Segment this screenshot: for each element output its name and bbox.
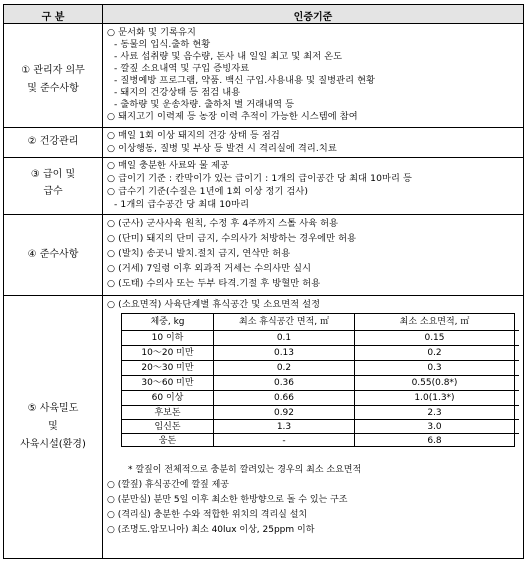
table-cell: 6.8 (427, 436, 442, 446)
label-line: ① 관리자 의무 (21, 65, 85, 76)
criteria-line: ○ (조명도.암모니아) 최소 40lux 이상, 25ppm 이하 (107, 525, 315, 535)
label-line: 및 (48, 421, 58, 432)
label-line: 사육시설(환경) (20, 439, 86, 450)
table-cell: 30～60 미만 (141, 378, 194, 388)
criteria-line: ○ (격리실) 충분한 수와 적합한 위치의 격리실 설치 (107, 510, 308, 520)
table-cell: 0.15 (424, 333, 445, 343)
inner-row-divider (122, 330, 519, 331)
section-label-density-facilities (4, 402, 102, 452)
criteria-line: - 1개의 급수공간 당 최대 10마리 (114, 199, 250, 210)
table-cell: 0.36 (273, 378, 295, 388)
row-divider (4, 214, 523, 215)
table-cell: 0.92 (273, 408, 295, 418)
criteria-line: - 깔짚 소요내역 및 구입 증빙자료 (114, 63, 250, 74)
header-criteria: 인증기준 (293, 12, 333, 23)
table-cell: 3.0 (427, 422, 442, 432)
table-cell: 0.66 (273, 393, 295, 403)
inner-row-divider (122, 419, 519, 420)
table-cell: 1.0(1.3*) (414, 393, 455, 403)
table-cell: 0.55(0.8*) (411, 378, 458, 388)
criteria-line: ○ 돼지고기 이력제 등 농장 이력 추적이 가능한 시스템에 참여 (107, 111, 358, 122)
table-cell: 후보돈 (154, 408, 181, 418)
criteria-line: ○ (도태) 수의사 또는 두부 타격.기절 후 방혈만 허용 (107, 278, 321, 289)
section-label-feeding (4, 168, 102, 199)
area-footnote: * 깔짚이 전체적으로 충분히 깔려있는 경우의 최소 소요면적 (128, 465, 362, 475)
table-cell: - (282, 436, 286, 446)
inner-header-rest-area: 최소 휴식공간 면적, ㎡ (239, 317, 329, 327)
criteria-line: - 질병예방 프로그램, 약품. 백신 구입.사용내용 및 질병관리 현황 (114, 75, 376, 86)
table-cell: 10～20 미만 (141, 348, 194, 358)
table-cell: 0.13 (273, 348, 295, 358)
criteria-line: - 동물의 입식.출하 현황 (114, 39, 211, 50)
table-cell: 60 이상 (151, 393, 184, 403)
row-divider (4, 157, 523, 158)
column-divider (102, 5, 103, 558)
inner-row-divider (122, 405, 519, 406)
label-line: 및 준수사항 (27, 83, 79, 94)
criteria-line: ○ 문서화 및 기록유지 (107, 27, 196, 38)
table-cell: 2.3 (427, 408, 442, 418)
inner-row-divider (122, 390, 519, 391)
criteria-line: ○ (단미) 돼지의 단미 금지, 수의사가 처방하는 경우에만 허용 (107, 233, 357, 244)
criteria-line: ○ 매일 충분한 사료와 물 제공 (107, 160, 229, 171)
criteria-line: - 돼지의 건강상태 등 점검 내용 (114, 87, 241, 98)
header-category: 구 분 (41, 12, 65, 23)
inner-row-divider (122, 375, 519, 376)
criteria-line: ○ 매일 1회 이상 돼지의 건강 상태 등 점검 (107, 130, 280, 141)
criteria-line: ○ (거세) 7일령 이후 외과적 거세는 수의사만 실시 (107, 263, 312, 274)
label-line: ⑤ 사육밀도 (27, 403, 79, 414)
table-cell: 임신돈 (154, 422, 181, 432)
criteria-line: - 출하량 및 운송차량. 출하처 별 거래내역 등 (114, 99, 295, 110)
inner-row-divider (122, 433, 519, 434)
table-header (4, 5, 523, 24)
inner-header-required-area: 최소 소요면적, ㎡ (399, 317, 470, 327)
table-cell: 0.1 (276, 333, 292, 343)
label-line: ② 건강관리 (27, 136, 79, 147)
label-line: ③ 급이 및 (30, 169, 76, 180)
table-cell: 0.2 (276, 363, 292, 373)
criteria-line: ○ (소요면적) 사육단계별 휴식공간 및 소요면적 설정 (107, 299, 321, 310)
criteria-line: ○ (발치) 송곳니 발치.절치 금지, 연삭만 허용 (107, 248, 291, 259)
criteria-line: - 사료 섭취량 및 음수량, 돈사 내 일일 최고 및 최저 온도 (114, 51, 343, 62)
area-requirement-table (121, 313, 515, 447)
table-cell: 1.3 (276, 422, 292, 432)
inner-row-divider (122, 345, 519, 346)
section-label-compliance (4, 248, 102, 262)
table-cell: 20～30 미만 (141, 363, 194, 373)
row-divider (4, 127, 523, 128)
table-cell: 웅돈 (158, 436, 177, 446)
section-label-manager-duties (4, 64, 102, 96)
section-label-health (4, 135, 102, 149)
label-line: ④ 준수사항 (27, 249, 79, 260)
criteria-line: ○ 급이기 기준 : 칸막이가 있는 급이기 : 1개의 급이공간 당 최대 10마리 등 (107, 173, 412, 184)
table-cell: 0.3 (427, 363, 442, 373)
label-line: 급수 (43, 186, 63, 197)
criteria-line: ○ (군사) 군사사육 원칙, 수정 후 4주까지 스톨 사육 허용 (107, 218, 339, 229)
row-divider (4, 295, 523, 296)
criteria-line: ○ 급수기 기준(수질은 1년에 1회 이상 정기 검사) (107, 186, 309, 197)
table-cell: 10 이하 (151, 333, 184, 343)
table-cell: 0.2 (427, 348, 442, 358)
criteria-line: ○ (분만실) 분만 5일 이후 최소한 한방향으로 돌 수 있는 구조 (107, 495, 348, 505)
criteria-line: ○ 이상행동, 질병 및 부상 등 발견 시 격리실에 격리.치료 (107, 143, 337, 154)
inner-row-divider (122, 360, 519, 361)
inner-header-weight: 체중, kg (150, 317, 185, 327)
criteria-line: ○ (깔짚) 휴식공간에 깔짚 제공 (107, 480, 229, 490)
